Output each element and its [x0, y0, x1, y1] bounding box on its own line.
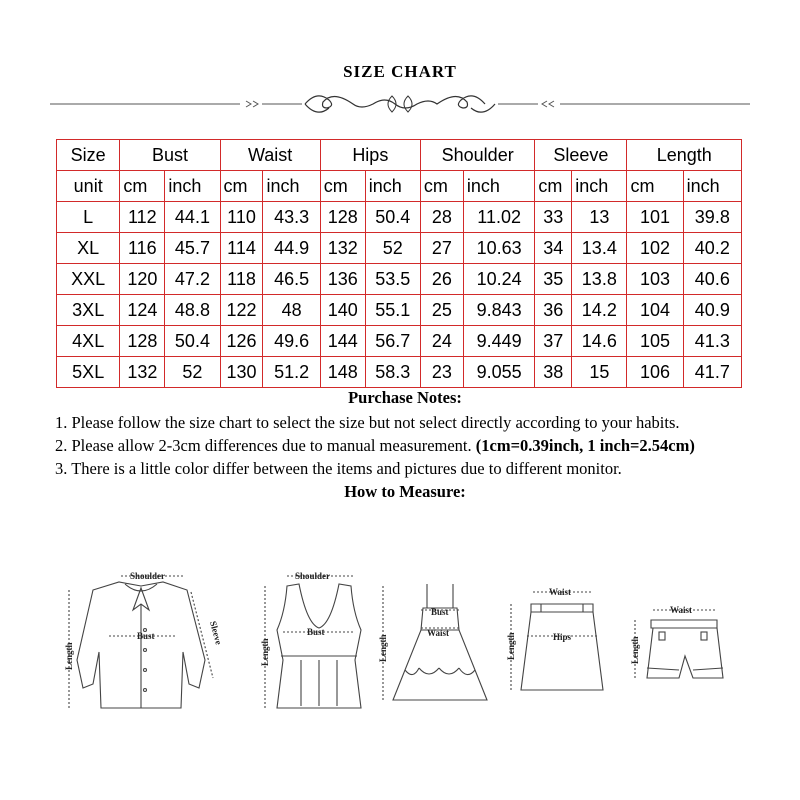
- value-cell: 40.9: [683, 295, 741, 326]
- value-cell: 37: [535, 326, 572, 357]
- unit-cell: cm: [320, 171, 365, 202]
- unit-cell: inch: [263, 171, 320, 202]
- value-cell: 27: [420, 233, 463, 264]
- value-cell: 39.8: [683, 202, 741, 233]
- blouse-shoulder-label: Shoulder: [130, 571, 166, 581]
- blouse-diagram: [69, 576, 213, 708]
- value-cell: 44.1: [165, 202, 220, 233]
- header-cell: Hips: [320, 140, 420, 171]
- header-cell: Length: [627, 140, 742, 171]
- value-cell: 10.63: [463, 233, 535, 264]
- size-chart-title: SIZE CHART: [343, 62, 457, 81]
- ornament-divider: [50, 88, 750, 124]
- value-cell: 53.5: [365, 264, 420, 295]
- value-cell: 112: [120, 202, 165, 233]
- note-2-text: 2. Please allow 2-3cm differences due to manual measurement.: [55, 436, 476, 455]
- value-cell: 56.7: [365, 326, 420, 357]
- unit-cell: inch: [683, 171, 741, 202]
- value-cell: 38: [535, 357, 572, 388]
- table-row: [57, 295, 742, 326]
- size-cell: XXL: [57, 264, 120, 295]
- value-cell: 50.4: [165, 326, 220, 357]
- value-cell: 122: [220, 295, 263, 326]
- value-cell: 45.7: [165, 233, 220, 264]
- value-cell: 52: [165, 357, 220, 388]
- unit-cell: cm: [535, 171, 572, 202]
- value-cell: 128: [120, 326, 165, 357]
- value-cell: 44.9: [263, 233, 320, 264]
- value-cell: 116: [120, 233, 165, 264]
- value-cell: 41.3: [683, 326, 741, 357]
- table-row: [57, 357, 742, 388]
- value-cell: 48.8: [165, 295, 220, 326]
- shorts-length-label: Length: [630, 636, 640, 664]
- blouse-sleeve-label: Sleeve: [208, 619, 224, 646]
- unit-cell: inch: [165, 171, 220, 202]
- value-cell: 106: [627, 357, 683, 388]
- value-cell: 10.24: [463, 264, 535, 295]
- size-table: [56, 139, 742, 388]
- unit-cell: cm: [120, 171, 165, 202]
- skirt-length-label: Length: [506, 632, 516, 660]
- value-cell: 126: [220, 326, 263, 357]
- value-cell: 28: [420, 202, 463, 233]
- value-cell: 35: [535, 264, 572, 295]
- size-cell: XL: [57, 233, 120, 264]
- dress-length-label: Length: [378, 634, 388, 662]
- note-1: 1. Please follow the size chart to select the size but not select directly according to your habits.: [55, 413, 680, 432]
- dress-waist-label: Waist: [427, 628, 450, 638]
- value-cell: 46.5: [263, 264, 320, 295]
- value-cell: 118: [220, 264, 263, 295]
- value-cell: 120: [120, 264, 165, 295]
- blouse-bust-label: Bust: [137, 631, 155, 641]
- unit-cell: cm: [627, 171, 683, 202]
- size-cell: 3XL: [57, 295, 120, 326]
- value-cell: 47.2: [165, 264, 220, 295]
- value-cell: 136: [320, 264, 365, 295]
- value-cell: 103: [627, 264, 683, 295]
- table-row: [57, 233, 742, 264]
- value-cell: 25: [420, 295, 463, 326]
- vest-length-label: Length: [260, 638, 270, 666]
- shorts-waist-label: Waist: [670, 605, 693, 615]
- value-cell: 48: [263, 295, 320, 326]
- value-cell: 13.8: [572, 264, 627, 295]
- value-cell: 23: [420, 357, 463, 388]
- unit-cell: cm: [220, 171, 263, 202]
- value-cell: 15: [572, 357, 627, 388]
- value-cell: 124: [120, 295, 165, 326]
- value-cell: 114: [220, 233, 263, 264]
- value-cell: 9.055: [463, 357, 535, 388]
- value-cell: 14.2: [572, 295, 627, 326]
- unit-row: [57, 171, 742, 202]
- note-3: 3. There is a little color differ between the items and pictures due to different monitor.: [55, 459, 622, 478]
- size-cell: L: [57, 202, 120, 233]
- value-cell: 101: [627, 202, 683, 233]
- value-cell: 40.6: [683, 264, 741, 295]
- value-cell: 51.2: [263, 357, 320, 388]
- header-cell: Sleeve: [535, 140, 627, 171]
- value-cell: 58.3: [365, 357, 420, 388]
- value-cell: 24: [420, 326, 463, 357]
- header-cell: Waist: [220, 140, 320, 171]
- header-cell: Bust: [120, 140, 220, 171]
- shorts-diagram: [635, 610, 723, 678]
- value-cell: 144: [320, 326, 365, 357]
- value-cell: 9.449: [463, 326, 535, 357]
- header-row: [57, 140, 742, 171]
- value-cell: 128: [320, 202, 365, 233]
- dress-bust-label: Bust: [431, 607, 449, 617]
- value-cell: 14.6: [572, 326, 627, 357]
- skirt-hips-label: Hips: [553, 632, 572, 642]
- value-cell: 13: [572, 202, 627, 233]
- value-cell: 50.4: [365, 202, 420, 233]
- value-cell: 132: [120, 357, 165, 388]
- purchase-notes: [55, 386, 755, 503]
- vest-shoulder-label: Shoulder: [295, 571, 331, 581]
- value-cell: 13.4: [572, 233, 627, 264]
- dress-diagram: [383, 584, 487, 700]
- notes-title: Purchase Notes:: [348, 388, 462, 407]
- unit-cell: cm: [420, 171, 463, 202]
- value-cell: 33: [535, 202, 572, 233]
- how-to-measure-title: How to Measure:: [344, 482, 466, 501]
- value-cell: 9.843: [463, 295, 535, 326]
- table-row: [57, 326, 742, 357]
- value-cell: 110: [220, 202, 263, 233]
- value-cell: 43.3: [263, 202, 320, 233]
- value-cell: 49.6: [263, 326, 320, 357]
- value-cell: 41.7: [683, 357, 741, 388]
- header-cell: Size: [57, 140, 120, 171]
- value-cell: 34: [535, 233, 572, 264]
- unit-cell: inch: [572, 171, 627, 202]
- value-cell: 148: [320, 357, 365, 388]
- table-row: [57, 264, 742, 295]
- value-cell: 130: [220, 357, 263, 388]
- table-row: [57, 202, 742, 233]
- unit-cell: unit: [57, 171, 120, 202]
- value-cell: 105: [627, 326, 683, 357]
- unit-cell: inch: [365, 171, 420, 202]
- measurement-diagrams: [55, 560, 755, 720]
- note-2: [55, 434, 755, 457]
- value-cell: 55.1: [365, 295, 420, 326]
- value-cell: 140: [320, 295, 365, 326]
- note-2-conversion: (1cm=0.39inch, 1 inch=2.54cm): [475, 436, 695, 455]
- size-cell: 5XL: [57, 357, 120, 388]
- blouse-length-label: Length: [64, 642, 74, 670]
- value-cell: 52: [365, 233, 420, 264]
- vest-bust-label: Bust: [307, 627, 325, 637]
- value-cell: 36: [535, 295, 572, 326]
- skirt-waist-label: Waist: [549, 587, 572, 597]
- vest-diagram: [265, 576, 361, 708]
- value-cell: 104: [627, 295, 683, 326]
- size-cell: 4XL: [57, 326, 120, 357]
- value-cell: 11.02: [463, 202, 535, 233]
- value-cell: 132: [320, 233, 365, 264]
- value-cell: 102: [627, 233, 683, 264]
- value-cell: 26: [420, 264, 463, 295]
- header-cell: Shoulder: [420, 140, 535, 171]
- unit-cell: inch: [463, 171, 535, 202]
- value-cell: 40.2: [683, 233, 741, 264]
